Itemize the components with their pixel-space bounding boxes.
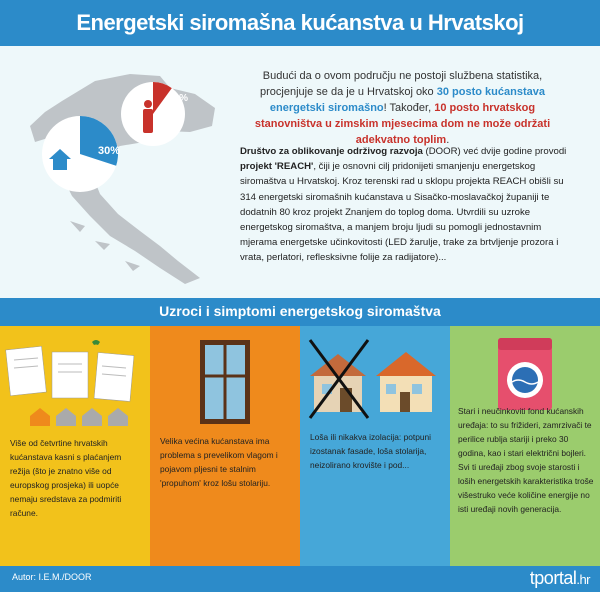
cause-text-4: Stari i neučinkoviti fond kućanskih uređaja: to su frižideri, zamrzivači te perilice rublja stariji i preko 30 godina, kao i stari električni bojleri. Svi ti uređaji zbog svoje starosti i loših energetskih karakteristika troše višestruko veće količine energije no isti uređaji novih generacija. <box>458 406 594 514</box>
croatia-map-icon <box>0 46 230 298</box>
cause-text-2: Velika većina kućanstava ima problema s prevelikom vlagom i pojavom pljesni te stalnim 'propuhom' kroz lošu stolariju. <box>160 436 278 488</box>
author-credit: Autor: I.E.M./DOOR <box>12 572 92 582</box>
house-icon <box>376 352 436 376</box>
person-icon <box>143 109 153 133</box>
phone-icon <box>92 340 100 345</box>
house-row-icon <box>0 402 150 432</box>
page-title: Energetski siromašna kućanstva u Hrvatskoj <box>76 10 524 35</box>
brand-name: tportal <box>529 568 577 588</box>
cause-card-appliances <box>450 326 600 566</box>
lead-text-2: ! Također, <box>383 102 435 114</box>
crossed-house-icon <box>300 336 450 436</box>
cause-card-insulation <box>300 326 450 566</box>
intro-section <box>0 46 600 298</box>
person-pie-label: 10% <box>168 93 189 104</box>
house-icon <box>53 158 67 170</box>
cause-card-window <box>150 326 300 566</box>
person-icon-head <box>144 100 152 108</box>
lead-text-3: . <box>446 134 450 146</box>
causes-title: Uzroci i simptomi energetskog siromaštva <box>159 303 441 319</box>
body-text-1: (DOOR) već dvije godine provodi <box>422 146 567 157</box>
window-icon <box>150 336 300 436</box>
cause-text-3: Loša ili nikakva izolacija: potpuni izostanak fasade, loša stolarija, neizolirano krovište i pod... <box>310 432 432 470</box>
lead-text-1: Budući da o ovom području ne postoji službena statistika, procjenjuje se da je u Hrvatskoj oko <box>260 70 543 98</box>
cause-text-1: Više od četvrtine hrvatskih kućanstava kasni s plaćanjem režija (što je znatno više od europskog prosjeka) ili uopće nemaju sredstava za podmiriti račune. <box>10 438 122 518</box>
body-bold-1: Društvo za oblikovanje održivog razvoja <box>240 146 423 157</box>
lead-paragraph <box>235 68 570 148</box>
lead-highlight-1: 30 posto kućanstava energetski siromašno <box>269 86 545 114</box>
body-paragraph <box>240 144 575 266</box>
house-pie-label: 30% <box>98 145 121 157</box>
body-text-2: , čiji je osnovni cilj pridonijeti smanjenju energetskog siromaštva u Hrvatskoj. Kroz terenski rad u sklopu projekta REACH obišli su 314 energetski siromašnih kućanstava u Sisačko-moslavačkoj županiji te dodatnih 80 kroz projekt Znanjem do toplog doma. Utvrdili su uzroke energetskog siromaštva, a manjem broju ljudi su pomogli jednostavnim mjerama energetske učinkovitosti (LED žarulje, trake za brtvljenje prozora i vrata, perlatori, reflesksivne folije za radijatore)... <box>240 161 564 264</box>
brand-suffix: .hr <box>576 572 590 587</box>
cause-card-bills <box>0 326 150 566</box>
lead-highlight-2: 10 posto hrvatskog stanovništva u zimskim mjesecima dom ne može održati adekvatno toplim <box>254 102 551 146</box>
body-bold-2: projekt 'REACH' <box>240 161 314 173</box>
brand-logo[interactable] <box>530 568 590 589</box>
